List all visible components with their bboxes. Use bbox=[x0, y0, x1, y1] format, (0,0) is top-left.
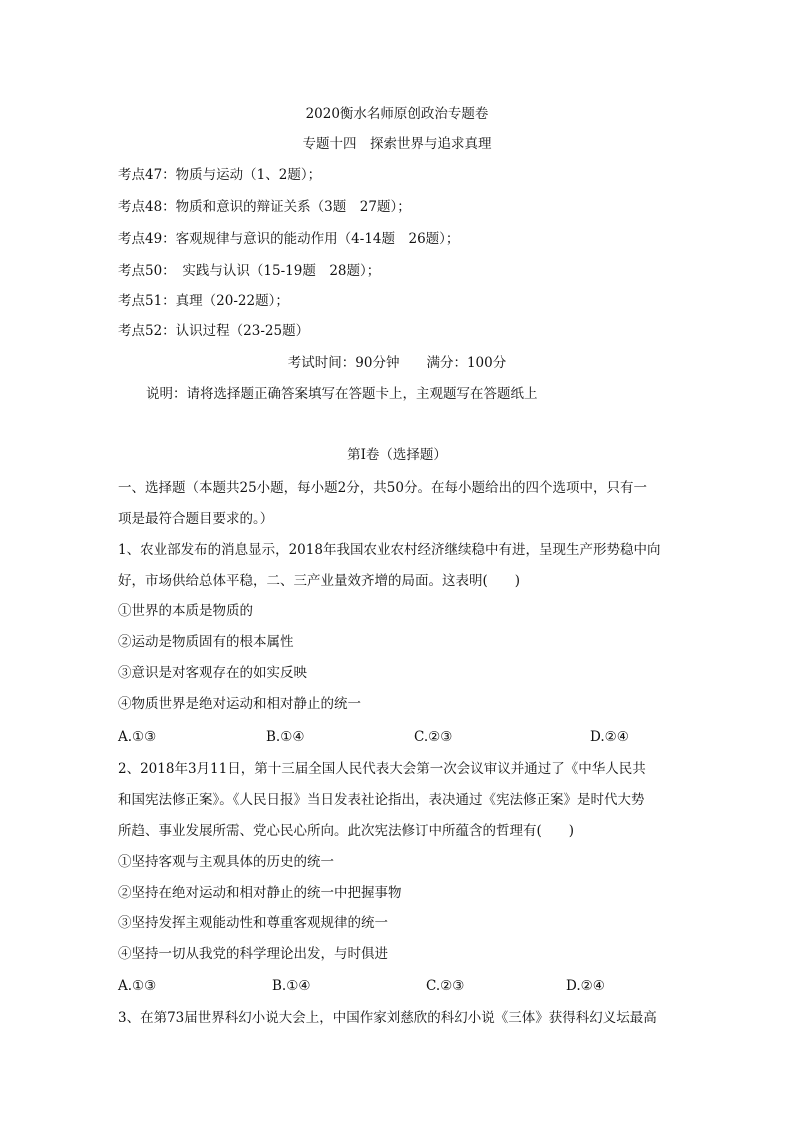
section-title: 第Ⅰ卷（选择题） bbox=[347, 447, 447, 463]
q2-stem-line-2: 和国宪法修正案》。《人民日报》当日发表社论指出，表决通过《宪法修正案》是时代大势 bbox=[118, 792, 645, 808]
q2-option-a: A.①③ bbox=[118, 978, 157, 994]
q1-option-b: B.①④ bbox=[266, 729, 305, 745]
q1-item-3: ③意识是对客观存在的如实反映 bbox=[118, 665, 307, 681]
q1-item-2: ②运动是物质固有的根本属性 bbox=[118, 634, 294, 650]
kaodian-48: 考点48：物质和意识的辩证关系（3题 27题）； bbox=[118, 199, 411, 215]
exam-note: 说明：请将选择题正确答案填写在答题卡上，主观题写在答题纸上 bbox=[146, 386, 538, 402]
q1-option-c: C.②③ bbox=[414, 729, 453, 745]
section-intro-line-1: 一、选择题（本题共25小题，每小题2分，共50分。在每小题给出的四个选项中，只有一 bbox=[118, 480, 647, 496]
q3-stem-line-1: 3、在第73届世界科幻小说大会上，中国作家刘慈欣的科幻小说《三体》获得科幻义坛最高 bbox=[118, 1010, 657, 1026]
q2-stem-line-1: 2、2018年3月11日，第十三届全国人民代表大会第一次会议审议并通过了《中华人民共 bbox=[118, 761, 646, 777]
q1-item-1: ①世界的本质是物质的 bbox=[118, 603, 253, 619]
q1-option-d: D.②④ bbox=[590, 729, 629, 745]
kaodian-50: 考点50： 实践与认识（15-19题 28题）； bbox=[118, 263, 381, 279]
q1-item-4: ④物质世界是绝对运动和相对静止的统一 bbox=[118, 696, 361, 712]
q1-option-a: A.①③ bbox=[118, 729, 157, 745]
doc-subtitle: 专题十四 探索世界与追求真理 bbox=[302, 136, 492, 152]
kaodian-52: 考点52：认识过程（23-25题） bbox=[118, 323, 310, 339]
section-intro-line-2: 项是最符合题目要求的。） bbox=[118, 511, 274, 527]
kaodian-51: 考点51：真理（20-22题）； bbox=[118, 293, 289, 309]
q2-item-2: ②坚持在绝对运动和相对静止的统一中把握事物 bbox=[118, 885, 402, 901]
doc-title: 2020衡水名师原创政治专题卷 bbox=[305, 106, 489, 122]
kaodian-49: 考点49：客观规律与意识的能动作用（4-14题 26题）； bbox=[118, 231, 460, 247]
q1-stem-line-1: 1、农业部发布的消息显示，2018年我国农业农村经济继续稳中有进，呈现生产形势稳中向 bbox=[118, 542, 661, 558]
q2-option-c: C.②③ bbox=[426, 978, 465, 994]
q2-stem-line-3: 所趋、事业发展所需、党心民心所向。此次宪法修订中所蕴含的哲理有( ) bbox=[118, 823, 575, 839]
q2-item-3: ③坚持发挥主观能动性和尊重客观规律的统一 bbox=[118, 915, 388, 931]
exam-info: 考试时间：90分钟 满分：100分 bbox=[287, 355, 507, 371]
q2-item-1: ①坚持客观与主观具体的历史的统一 bbox=[118, 854, 334, 870]
q1-stem-line-2: 好，市场供给总体平稳，二、三产业量效齐增的局面。这表明( ) bbox=[118, 573, 521, 589]
q2-item-4: ④坚持一切从我党的科学理论出发，与时俱进 bbox=[118, 946, 388, 962]
kaodian-47: 考点47：物质与运动（1、2题）； bbox=[118, 167, 322, 183]
q2-option-d: D.②④ bbox=[566, 978, 605, 994]
q2-option-b: B.①④ bbox=[272, 978, 311, 994]
